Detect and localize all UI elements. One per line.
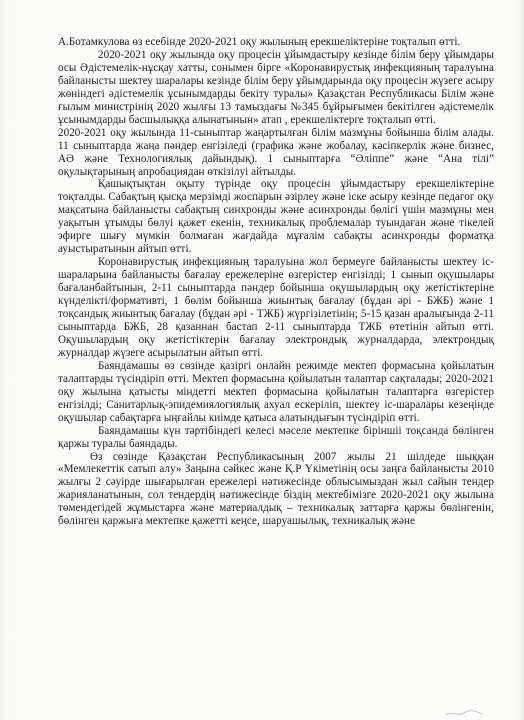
paragraph-assessment: Коронавирустық инфекцияның таралуына жол бермеуге байланысты шектеу іс-шараларына байланысты бағалау ережелеріне өзгерістер енгізілді; 1 сынып оқушылары бағаланбайтынын, 2-11 сыныптарда пәндер бойынша оқушылардың оқу жетістіктеріне күнделікті/формативті, 1 бөлім бойынша жиынтық бағалау (бұдан әрі - БЖБ) және 1 тоқсандық жиынтық бағалау (бұдан әрі - ТЖБ) жүргізілетінін; 5-15 қазан аралығында 2-11 сыныптарда БЖБ, 28 қазаннан бастап 2-11 сыныптарда ТЖБ өтетінін айтып өтті. Оқушылардың оқу жетістіктерін бағалау электрондық журналдарда, электрондық журналдар жүзеге асырылатын айтып өтті. — [58, 256, 494, 359]
paragraph-procurement: Өз сөзінде Қазақстан Республикасының 2007 жылы 21 шілдеде шыққан «Мемлекеттік сатып алу» Заңына сәйкес және Қ.Р Үкіметінің осы заңға байланысты 2010 жылғы 2 сәуірде шығарылған ережелері нәтижесінде облысымыздан жыл сайын тендер жарияланатынын, сол тендердің нәтижесінде біздің мектебімізге 2020-2021 оқу жылына төмендегідей жұмыстарға және материалдық – техникалық заттарға қаржы бөлінгенін, бөлінген қаржыға мектепке қажетті кеңсе, шаруашылық, техникалық және — [58, 450, 494, 528]
paragraph-funding-intro: Баяндамашы күн тәртібіндегі келесі мәселе мектепке біріншіі тоқсанда бөлінген қаржы туралы баяндады. — [58, 424, 494, 450]
paragraph-school-uniform: Баяндамашы өз сөзінде қазіргі онлайн режимде мектеп формасына қойылатын талаптарды түсіндіріп өтті. Мектеп формасына қойылатын талаптар сақталады; 2020-2021 оқу жылына қатысты міндетті мектеп формасына қойылатын талаптарға өзгерістер енгізілді; Санитарлық-эпидемиялогиялық ахуал ескеріліп, шектеу іс-шаралары кезеңінде оқушылар сабақтарға ыңғайлы киімде қатыса алатындығын түсіндіріп өтті. — [58, 359, 494, 424]
paragraph-distance-learning: Қашықтықтан оқыту түрінде оқу процесін ұйымдастыру ерекшеліктеріне тоқталды. Сабақтың қысқа мерзімді жоспарын әзірлеу және іске асыру кезінде педагог оқу мақсатына байланысты сабақтың синхронды және асинхронды бөлігі үшін мазмұны мен уақытын ұтымды бөлуі қажет екенін, техникалық проблемалар туындаған және тікелей эфирге шығу мүмкін болмаған жағдайда мұғалім сабақты асинхронды форматқа ауыстыратынын айтып өтті. — [58, 178, 494, 256]
paragraph-methodology: 2020-2021 оқу жылында оқу процесін ұйымдастыру кезінде білім беру ұйымдары осы Әдістемелік-нұсқау хатты, сонымен бірге «Коронавирустық инфекцияның таралуына байланысты шектеу шаралары кезінде білім беру ұйымдарында оқу процесін жүзеге асыру жөніндегі әдістемелік ұсынымдарды бекіту туралы» Қазақстан Республикасы Білім және ғылым министрінің 2020 жылғы 13 тамыздағы №345 бұйрығымен бекітілген әдістемелік ұсынымдарды басшылыққа алынатынын» атап , ерекшеліктерге тоқталып өтті. — [58, 48, 494, 126]
paragraph-grade-11: 2020-2021 оқу жылында 11-сыныптар жаңартылған білім мазмұны бойынша білім алады. 11 сыныптарда жаңа пәндер енгізіледі (графика және жобалау, кәсіпкерлік және бизнес, АӘ және Технологиялық дайындық). 1 сыныптарға “Әліппе” және “Ана тілі” оқулықтарының апробациядан өткізілуі айтылды. — [58, 126, 494, 178]
ink-mark — [444, 708, 484, 718]
paragraph-intro: А.Ботамкулова өз есебінде 2020-2021 оқу жылының ерекшеліктеріне тоқталып өтті. — [58, 36, 461, 48]
document-body — [58, 36, 494, 528]
